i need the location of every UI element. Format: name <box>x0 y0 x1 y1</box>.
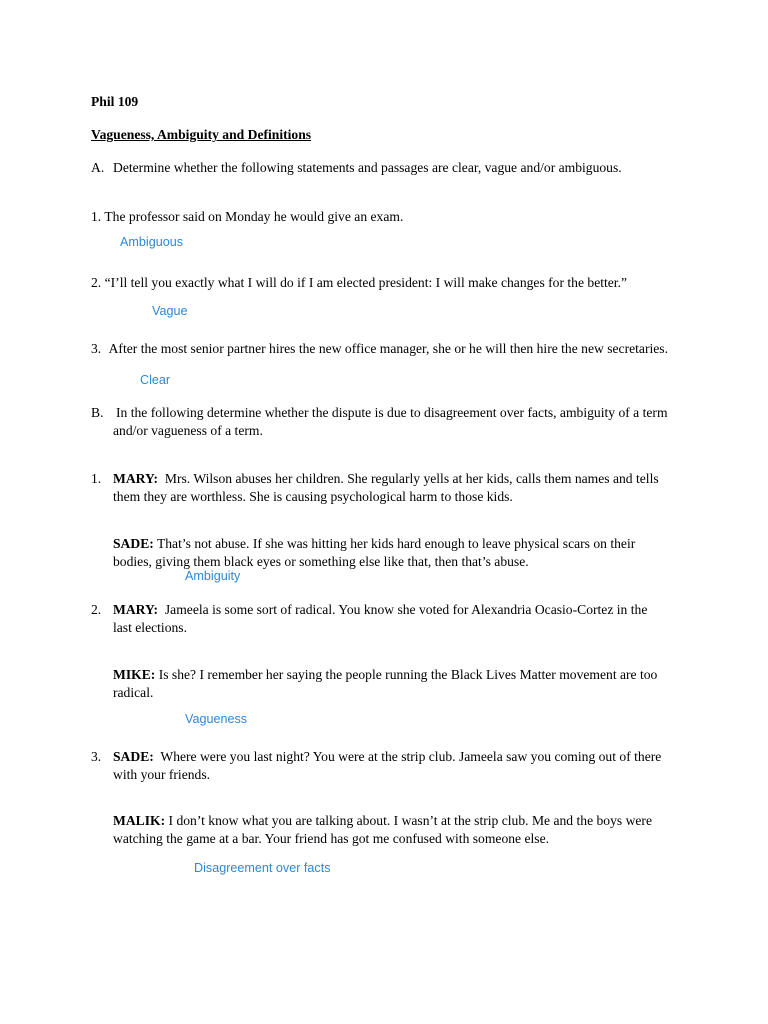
question-a2 <box>91 274 627 292</box>
section-b-label: B. <box>91 405 104 420</box>
dialogue-line: Where were you last night? You were at the strip club. Jameela saw you coming out of there <box>160 749 662 764</box>
dialogue-b3-speaker1 <box>113 748 661 784</box>
dialogue-b3-speaker2 <box>113 812 652 848</box>
dialogue-line: watching the game at a bar. Your friend has got me confused with someone else. <box>113 831 550 846</box>
section-b-instruction-line1: In the following determine whether the dispute is due to disagreement over facts, ambiguity of a term <box>116 405 668 420</box>
dialogue-line: last elections. <box>113 620 187 635</box>
question-number: 1. <box>91 209 102 224</box>
item-number: 3. <box>91 749 102 764</box>
dialogue-line: That’s not abuse. If she was hitting her kids hard enough to leave physical scars on their <box>156 536 636 551</box>
dialogue-b1-speaker1 <box>113 470 659 506</box>
question-number: 2. <box>91 275 102 290</box>
question-text: After the most senior partner hires the new office manager, she or he will then hire the new secretaries. <box>108 341 668 356</box>
question-a3 <box>91 340 668 358</box>
answer-b2: Vagueness <box>185 712 248 726</box>
question-text: “I’ll tell you exactly what I will do if I am elected president: I will make changes for the better.” <box>104 275 628 290</box>
dialogue-line: with your friends. <box>113 767 211 782</box>
speaker-name: MALIK: <box>113 813 166 828</box>
speaker-name: SADE: <box>113 536 154 551</box>
section-a-label: A. <box>91 160 105 175</box>
dialogue-b2-speaker1 <box>113 601 647 637</box>
dialogue-line: Mrs. Wilson abuses her children. She regularly yells at her kids, calls them names and tells <box>164 471 659 486</box>
speaker-name: MARY: <box>113 471 159 486</box>
dialogue-line: I don’t know what you are talking about. I wasn’t at the strip club. Me and the boys were <box>168 813 652 828</box>
dialogue-line: Jameela is some sort of radical. You know she voted for Alexandria Ocasio-Cortez in the <box>164 602 648 617</box>
dialogue-b2-speaker2 <box>113 666 657 702</box>
item-number: 1. <box>91 471 102 486</box>
dialogue-line: them they are worthless. She is causing psychological harm to those kids. <box>113 489 513 504</box>
speaker-name: MARY: <box>113 602 159 617</box>
dialogue-line: bodies, giving them black eyes or something else like that, then that’s abuse. <box>113 554 529 569</box>
answer-a1: Ambiguous <box>120 235 184 249</box>
item-number: 2. <box>91 602 102 617</box>
dialogue-line: Is she? I remember her saying the people running the Black Lives Matter movement are too <box>158 667 658 682</box>
dialogue-line: radical. <box>113 685 154 700</box>
question-number: 3. <box>91 341 102 356</box>
answer-b1: Ambiguity <box>185 569 241 583</box>
question-text: The professor said on Monday he would give an exam. <box>104 209 404 224</box>
answer-a2: Vague <box>152 304 188 318</box>
question-a1 <box>91 208 403 226</box>
section-a-instruction: Determine whether the following statements and passages are clear, vague and/or ambiguous. <box>113 160 622 175</box>
section-b-instruction-line2: and/or vagueness of a term. <box>113 423 263 438</box>
speaker-name: MIKE: <box>113 667 156 682</box>
course-title: Phil 109 <box>91 94 139 109</box>
answer-b3: Disagreement over facts <box>194 861 331 875</box>
speaker-name: SADE: <box>113 749 154 764</box>
page-heading: Vagueness, Ambiguity and Definitions <box>91 127 312 142</box>
dialogue-b1-speaker2 <box>113 535 635 571</box>
answer-a3: Clear <box>140 373 171 387</box>
